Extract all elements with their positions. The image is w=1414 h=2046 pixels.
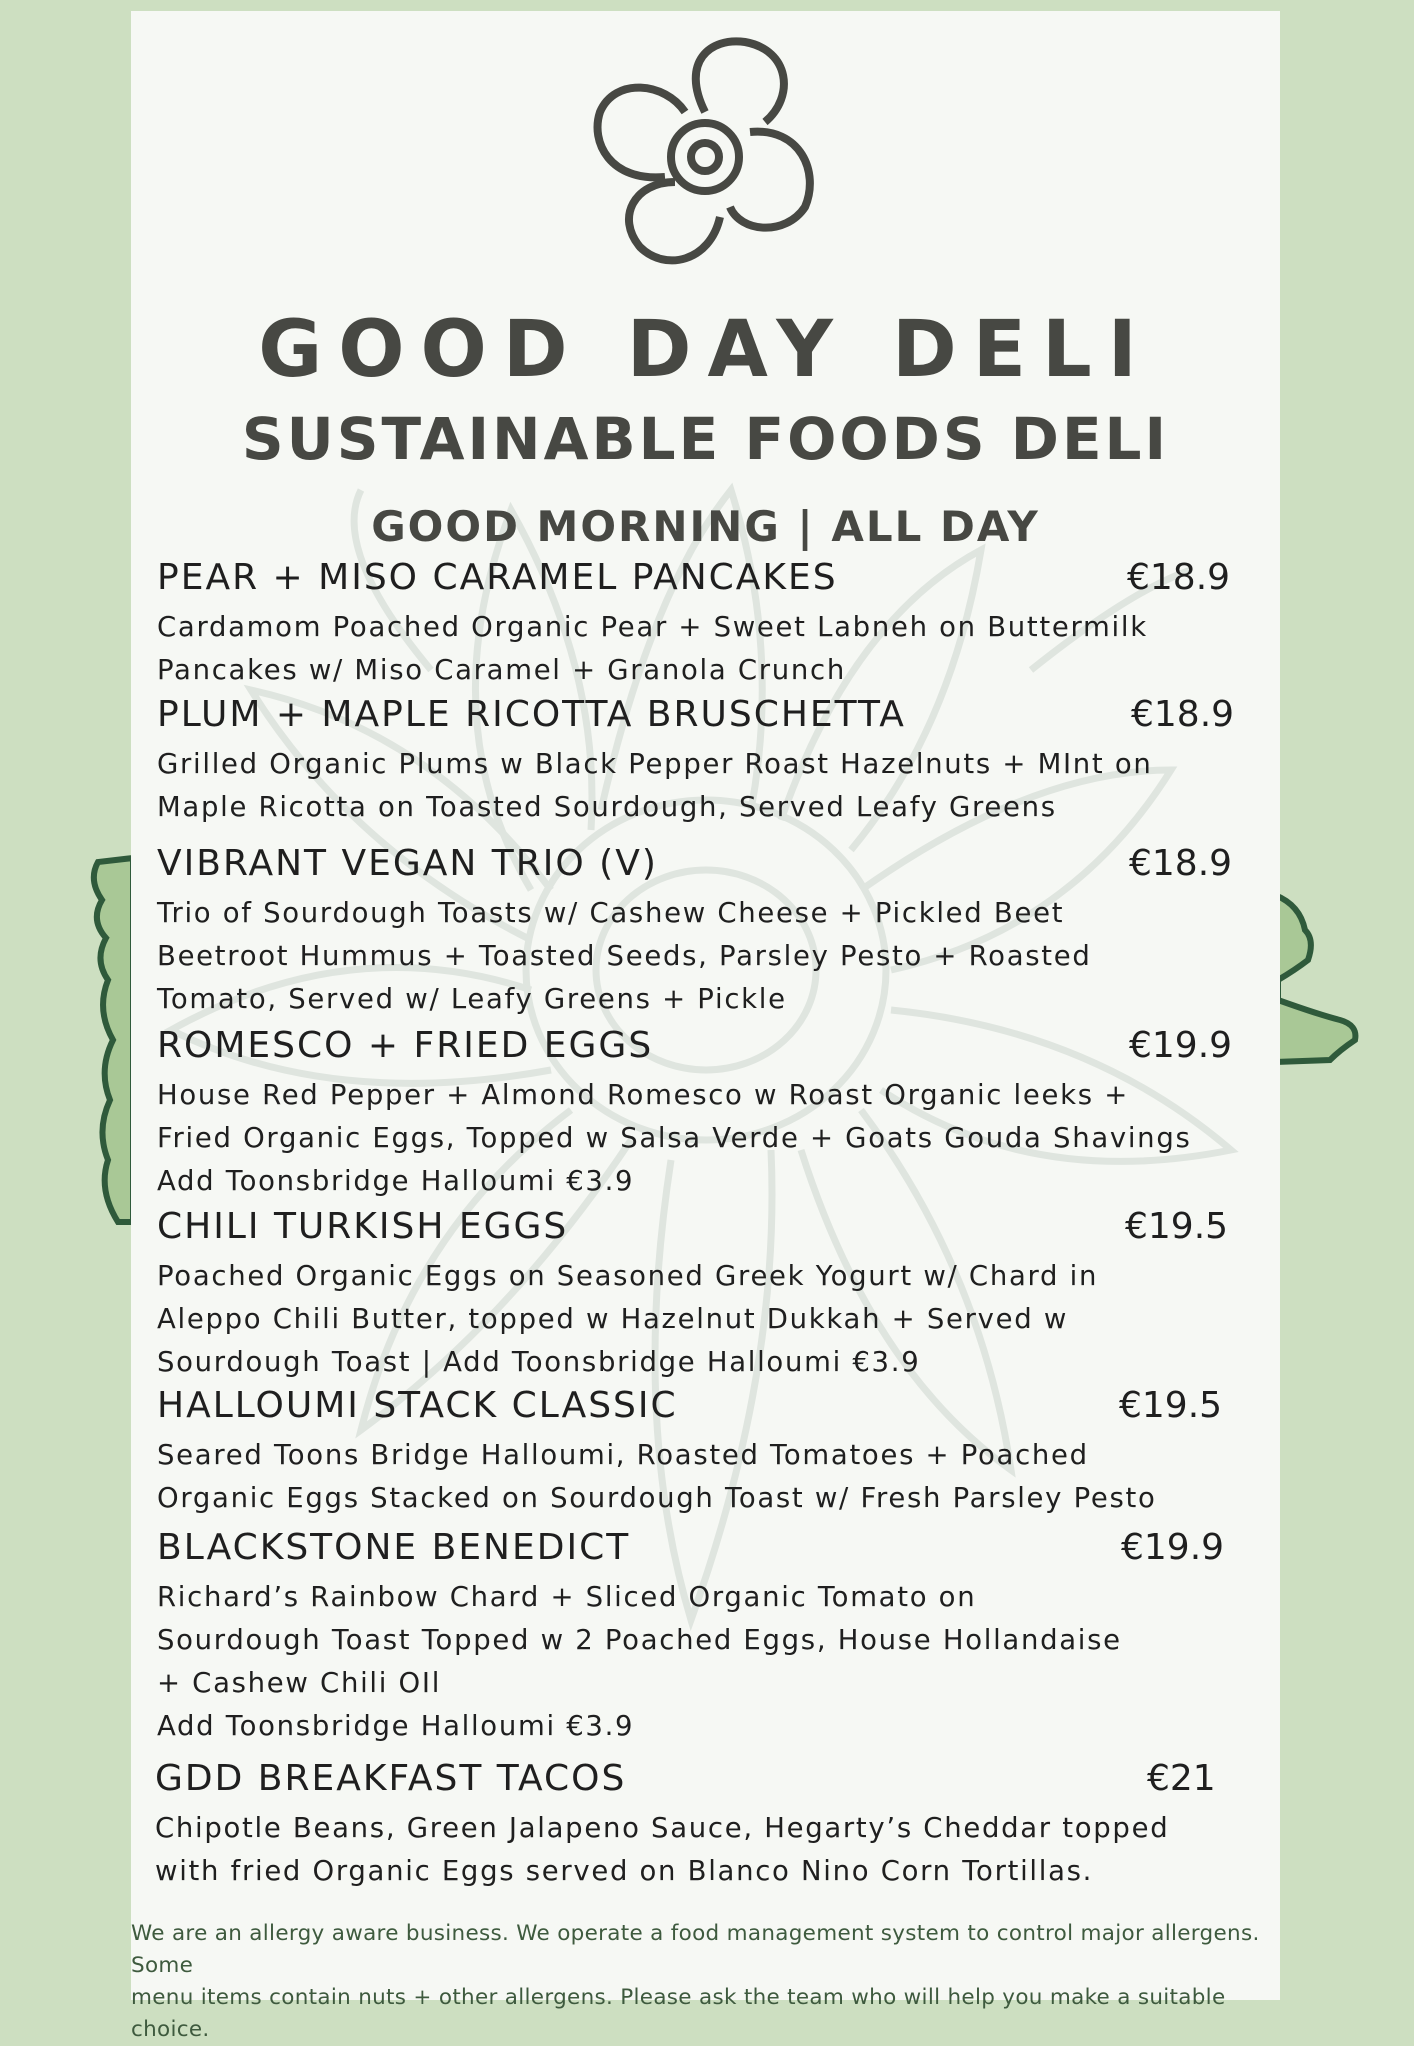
menu-item-vegan-trio — [157, 842, 1237, 1021]
description-line: Sourdough Toast Topped w 2 Poached Eggs, House Hollandaise — [157, 1624, 1122, 1656]
menu-item-price: €18.9 — [1131, 694, 1235, 735]
menu-item-name: GDD BREAKFAST TACOS — [155, 1758, 627, 1799]
description-line: Seared Toons Bridge Halloumi, Roasted Tomatoes + Poached — [157, 1439, 1089, 1471]
allergy-notice — [131, 1918, 1306, 2046]
menu-item-benedict — [157, 1526, 1237, 1748]
menu-item-description — [155, 1807, 1235, 1893]
description-line: Add Toonsbridge Halloumi €3.9 — [157, 1710, 635, 1742]
description-line: Sourdough Toast | Add Toonsbridge Halloumi €3.9 — [157, 1346, 921, 1378]
description-line: Poached Organic Eggs on Seasoned Greek Yogurt w/ Chard in — [157, 1260, 1099, 1292]
menu-item-name: VIBRANT VEGAN TRIO (V) — [157, 843, 658, 884]
menu-item-description — [157, 1434, 1237, 1520]
allergy-notice-line: menu items contain nuts + other allergens. Please ask the team who will help you make a suitable choice. — [131, 1985, 1226, 2042]
description-line: Tomato, Served w/ Leafy Greens + Pickle — [157, 983, 787, 1015]
menu-item-bruschetta — [157, 693, 1237, 829]
menu-item-price: €18.9 — [1129, 843, 1233, 884]
menu-item-romesco — [157, 1024, 1237, 1203]
description-line: Richard’s Rainbow Chard + Sliced Organic Tomato on — [157, 1581, 977, 1613]
description-line: Fried Organic Eggs, Topped w Salsa Verde + Goats Gouda Shavings — [157, 1122, 1192, 1154]
menu-item-price: €19.9 — [1129, 1025, 1233, 1066]
menu-item-pancakes — [157, 556, 1237, 692]
right-leaf-decoration — [1270, 890, 1365, 1070]
description-line: Cardamom Poached Organic Pear + Sweet Labneh on Buttermilk — [157, 611, 1148, 643]
description-line: Trio of Sourdough Toasts w/ Cashew Cheese + Pickled Beet — [157, 897, 1065, 929]
description-line: Add Toonsbridge Halloumi €3.9 — [157, 1165, 635, 1197]
description-line: Chipotle Beans, Green Jalapeno Sauce, Hegarty’s Cheddar topped — [155, 1812, 1170, 1844]
restaurant-title: GOOD DAY DELI — [258, 305, 1153, 395]
menu-item-name: PLUM + MAPLE RICOTTA BRUSCHETTA — [157, 694, 906, 735]
menu-item-price: €18.9 — [1127, 557, 1231, 598]
menu-item-price: €19.5 — [1125, 1206, 1229, 1247]
menu-item-price: €19.5 — [1119, 1385, 1223, 1426]
description-line: Pancakes w/ Miso Caramel + Granola Crunch — [157, 654, 846, 686]
description-line: + Cashew Chili OIl — [157, 1667, 442, 1699]
menu-item-description — [157, 892, 1237, 1021]
menu-item-name: PEAR + MISO CARAMEL PANCAKES — [157, 557, 838, 598]
description-line: Grilled Organic Plums w Black Pepper Roast Hazelnuts + MInt on — [157, 748, 1153, 780]
menu-item-halloumi-stack — [157, 1384, 1237, 1520]
menu-item-description — [157, 1255, 1237, 1384]
menu-item-turkish-eggs — [157, 1205, 1237, 1384]
menu-item-description — [157, 1074, 1237, 1203]
menu-item-name: CHILI TURKISH EGGS — [157, 1206, 569, 1247]
menu-section-title: GOOD MORNING | ALL DAY — [371, 502, 1040, 551]
menu-item-name: BLACKSTONE BENEDICT — [157, 1527, 631, 1568]
menu-item-price: €21 — [1147, 1758, 1216, 1799]
description-line: Aleppo Chili Butter, topped w Hazelnut Dukkah + Served w — [157, 1303, 1069, 1335]
menu-item-description — [157, 1576, 1237, 1748]
description-line: Maple Ricotta on Toasted Sourdough, Served Leafy Greens — [157, 791, 1057, 823]
description-line: House Red Pepper + Almond Romesco w Roast Organic leeks + — [157, 1079, 1129, 1111]
flower-logo-icon — [580, 32, 830, 272]
menu-item-name: ROMESCO + FRIED EGGS — [157, 1025, 654, 1066]
menu-item-price: €19.9 — [1121, 1527, 1225, 1568]
description-line: Organic Eggs Stacked on Sourdough Toast w/ Fresh Parsley Pesto — [157, 1482, 1157, 1514]
description-line: with fried Organic Eggs served on Blanco Nino Corn Tortillas. — [155, 1855, 1094, 1887]
menu-item-description — [157, 743, 1237, 829]
menu-item-name: HALLOUMI STACK CLASSIC — [157, 1385, 678, 1426]
restaurant-subtitle: SUSTAINABLE FOODS DELI — [241, 405, 1170, 473]
menu-item-description — [157, 606, 1237, 692]
description-line: Beetroot Hummus + Toasted Seeds, Parsley Pesto + Roasted — [157, 940, 1092, 972]
allergy-notice-line: We are an allergy aware business. We operate a food management system to control major allergens. Some — [131, 1921, 1260, 1978]
menu-item-breakfast-tacos — [155, 1757, 1235, 1893]
